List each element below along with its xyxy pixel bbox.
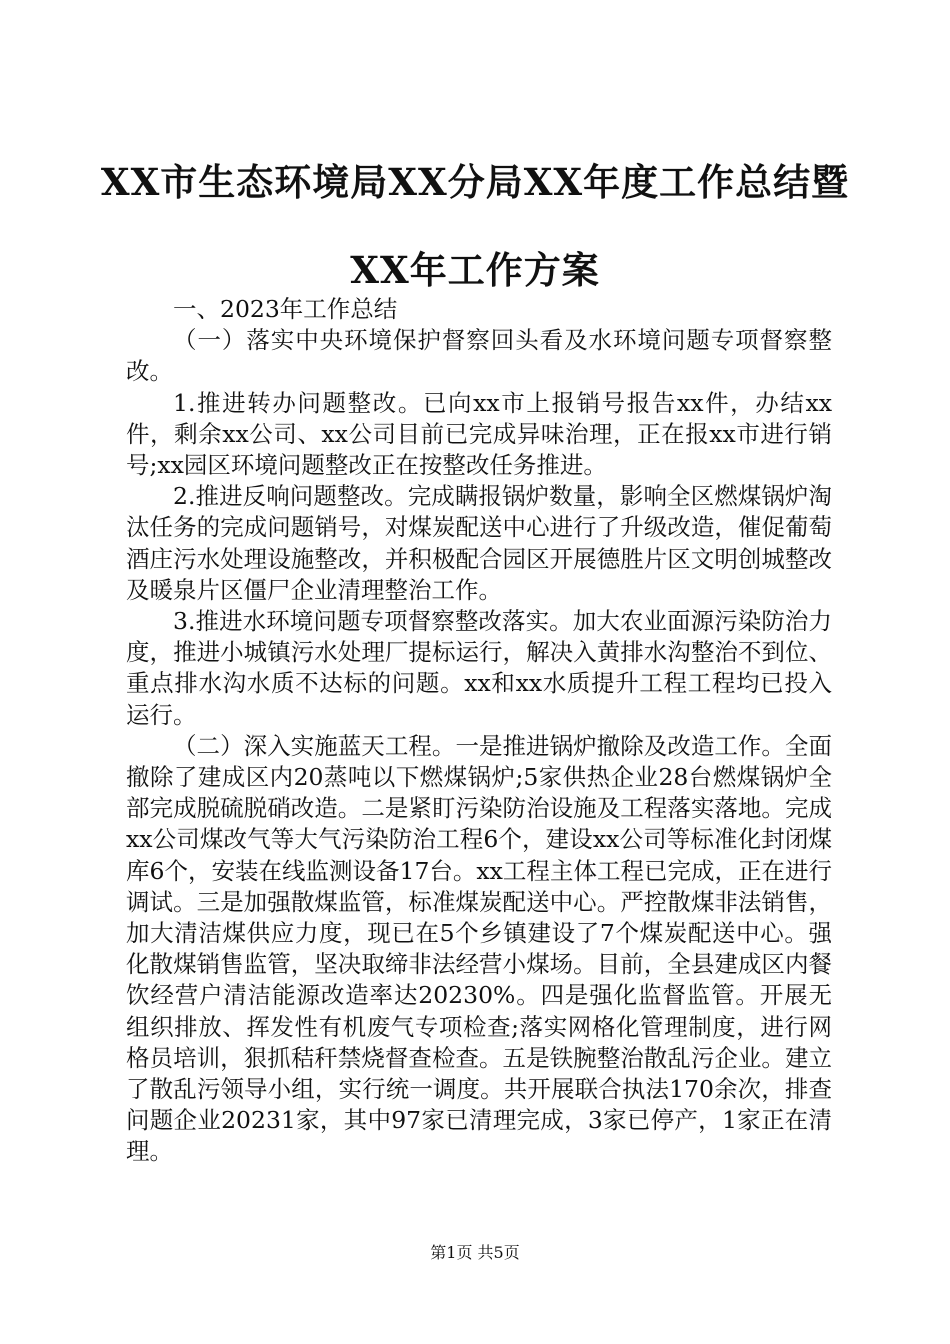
- subsection-heading: （一）落实中央环境保护督察回头看及水环境问题专项督察整改。: [126, 326, 832, 386]
- body-paragraph: 2.推进反响问题整改。完成瞒报锅炉数量，影响全区燃煤锅炉淘汰任务的完成问题销号，对煤炭配送中心进行了升级改造，催促葡萄酒庄污水处理设施整改，并积极配合园区开展德胜片区文明创城整改及暖泉片区僵尸企业清理整治工作。: [126, 482, 832, 604]
- body-paragraph: 3.推进水环境问题专项督察整改落实。加大农业面源污染防治力度，推进小城镇污水处理厂提标运行，解决入黄排水沟整治不到位、重点排水沟水质不达标的问题。xx和xx水质提升工程工程均已投入运行。: [126, 607, 832, 729]
- document-body: [126, 294, 832, 1168]
- document-title-line1: XX市生态环境局XX分局XX年度工作总结暨: [100, 160, 850, 204]
- body-paragraph: 1.推进转办问题整改。已向xx市上报销号报告xx件，办结xx件，剩余xx公司、xx公司目前已完成异味治理，正在报xx市进行销号;xx园区环境问题整改正在按整改任务推进。: [126, 388, 832, 480]
- body-paragraph: （二）深入实施蓝天工程。一是推进锅炉撤除及改造工作。全面撤除了建成区内20蒸吨以下燃煤锅炉;5家供热企业28台燃煤锅炉全部完成脱硫脱硝改造。二是紧盯污染防治设施及工程落实落地。完成xx公司煤改气等大气污染防治工程6个，建设xx公司等标准化封闭煤库6个，安装在线监测设备17台。xx工程主体工程已完成，正在进行调试。三是加强散煤监管，标准煤炭配送中心。严控散煤非法销售，加大清洁煤供应力度，现已在5个乡镇建设了7个煤炭配送中心。强化散煤销售监管，坚决取缔非法经营小煤场。目前，全县建成区内餐饮经营户清洁能源改造率达20230%。四是强化监督监管。开展无组织排放、挥发性有机废气专项检查;落实网格化管理制度，进行网格员培训，狠抓秸秆禁烧督查检查。五是铁腕整治散乱污企业。建立了散乱污领导小组，实行统一调度。共开展联合执法170余次，排查问题企业20231家，其中97家已清理完成，3家已停产，1家正在清理。: [126, 731, 832, 1166]
- section-heading: 一、2023年工作总结: [173, 295, 398, 323]
- document-title-line2: XX年工作方案: [350, 248, 600, 292]
- page-number-footer: 第1页 共5页: [430, 1243, 520, 1262]
